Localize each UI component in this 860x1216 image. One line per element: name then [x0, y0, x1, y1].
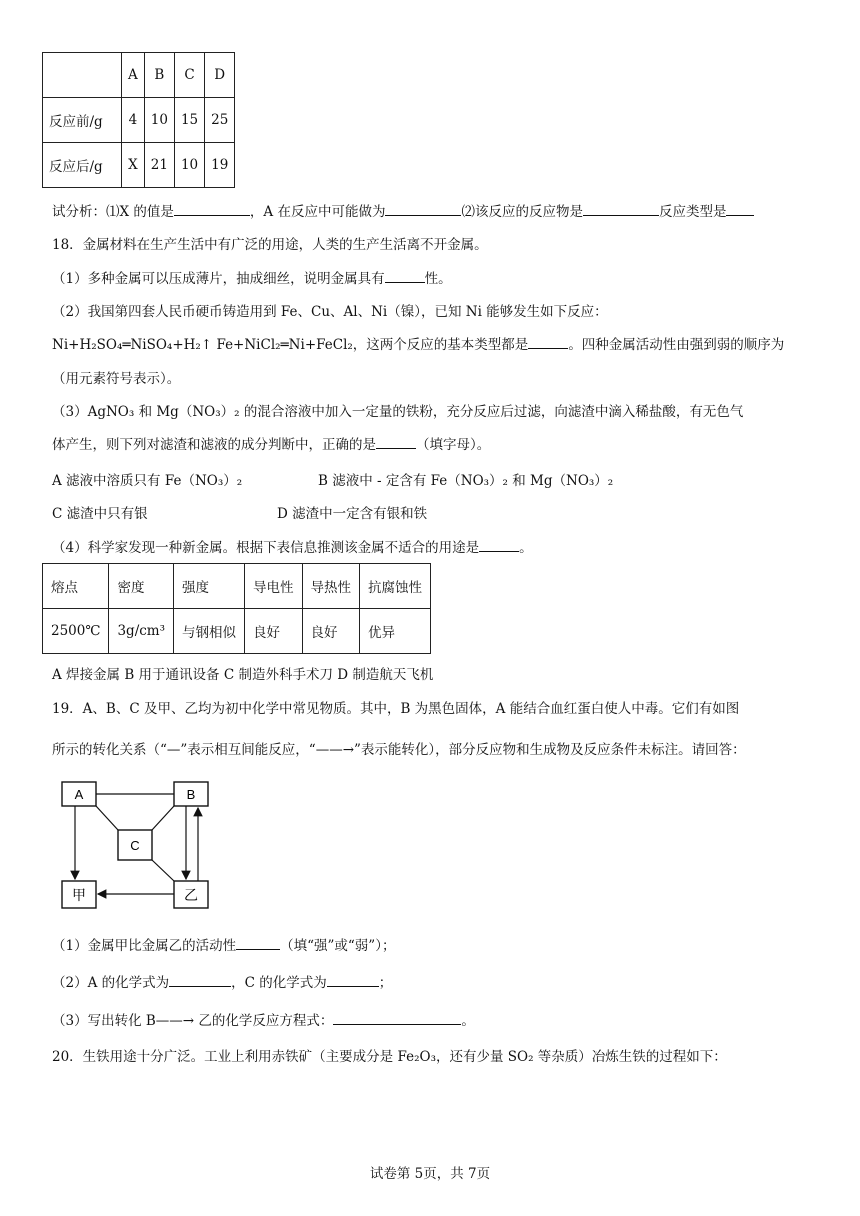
answer-blank[interactable] [376, 434, 416, 449]
answer-blank[interactable] [327, 972, 379, 987]
q18-part3-line1: （3）AgNO₃ 和 Mg（NO₃）₂ 的混合溶液中加入一定量的铁粉，充分反应后过滤，向滤渣中滴入稀盐酸，有无色气 [52, 404, 744, 420]
table-cell: 21 [144, 143, 174, 188]
q20-line1: 20．生铁用途十分广泛。工业上利用赤铁矿（主要成分是 Fe₂O₃，还有少量 SO₂ 等杂质）冶炼生铁的过程如下： [52, 1049, 727, 1065]
q18-choices: A 焊接金属 B 用于通讯设备 C 制造外科手术刀 D 制造航天飞机 [52, 667, 434, 683]
table-cell: 19 [205, 143, 235, 188]
q18-equation-tail: （用元素符号表示）。 [52, 371, 181, 387]
option-a: A 滤液中溶质只有 Fe（NO₃）₂ [52, 473, 243, 489]
table-cell: 4 [122, 98, 145, 143]
option-d: D 滤渣中一定含有银和铁 [277, 506, 428, 522]
answer-blank[interactable] [174, 201, 250, 216]
table-header-cell: 导电性 [245, 564, 303, 609]
analysis-line: 试分析：⑴X 的值是 ，A 在反应中可能做为 ⑵该反应的反应物是 反应类型是 [52, 200, 754, 220]
metal-properties-table [42, 563, 431, 654]
answer-blank[interactable] [169, 972, 231, 987]
table-header-cell: C [174, 53, 204, 98]
answer-blank[interactable] [333, 1010, 461, 1025]
q19-line2: 所示的转化关系（“—”表示相互间能反应，“——→”表示能转化），部分反应物和生成物及反应条件未标注。请回答： [52, 742, 746, 758]
table-cell: 良好 [245, 609, 303, 654]
link-c-yi [152, 860, 174, 881]
table-cell: X [122, 143, 145, 188]
table-header-cell [43, 53, 122, 98]
q18-intro: 18．金属材料在生产生活中有广泛的用途，人类的生产生活离不开金属。 [52, 237, 488, 253]
link-c-a [96, 806, 118, 830]
node-yi-label: 乙 [184, 888, 198, 904]
answer-blank[interactable] [236, 935, 280, 950]
table-cell: 与钢相似 [174, 609, 245, 654]
answer-blank[interactable] [726, 201, 754, 216]
table-cell: 10 [144, 98, 174, 143]
answer-blank[interactable] [479, 537, 519, 552]
q18-part4: （4）科学家发现一种新金属。根据下表信息推测该金属不适合的用途是 。 [52, 536, 533, 556]
table-cell: 反应后/g [43, 143, 122, 188]
option-c: C 滤渣中只有银 [52, 506, 148, 522]
option-b: B 滤液中 - 定含有 Fe（NO₃）₂ 和 Mg（NO₃）₂ [318, 473, 614, 489]
node-a-label: A [74, 787, 84, 802]
q19-line1: 19．A、B、C 及甲、乙均为初中化学中常见物质。其中，B 为黑色固体，A 能结合血红蛋白使人中毒。它们有如图 [52, 701, 740, 717]
table-header-cell: 熔点 [43, 564, 109, 609]
table-cell: 良好 [302, 609, 360, 654]
table-row [43, 143, 235, 188]
table-cell: 优异 [360, 609, 431, 654]
link-c-b [152, 806, 174, 830]
q19-answer3: （3）写出转化 B——→ 乙的化学反应方程式： 。 [52, 1009, 475, 1029]
answer-blank[interactable] [583, 201, 659, 216]
node-b-label: B [186, 787, 196, 802]
table-row [43, 98, 235, 143]
page-footer: 试卷第 5页，共 7页 [369, 1166, 491, 1182]
table-cell: 15 [174, 98, 204, 143]
node-jia-label: 甲 [72, 888, 86, 904]
table-cell: 3g/cm³ [109, 609, 174, 654]
table-header-cell: D [205, 53, 235, 98]
table-cell: 10 [174, 143, 204, 188]
q18-part1: （1）多种金属可以压成薄片，抽成细丝，说明金属具有 性。 [52, 267, 452, 287]
table-cell: 反应前/g [43, 98, 122, 143]
answer-blank[interactable] [528, 334, 568, 349]
table-header-cell: A [122, 53, 145, 98]
q18-part2: （2）我国第四套人民币硬币铸造用到 Fe、Cu、Al、Ni（镍），已知 Ni 能够发生如下反应： [52, 304, 608, 320]
node-c-label: C [130, 838, 140, 853]
q19-answer1: （1）金属甲比金属乙的活动性 （填“强”或“弱”）； [52, 934, 395, 954]
table-cell: 2500℃ [43, 609, 109, 654]
table-cell: 25 [205, 98, 235, 143]
table-header-cell: 强度 [174, 564, 245, 609]
q19-answer2: （2）A 的化学式为 ，C 的化学式为 ； [52, 971, 392, 991]
table-header-cell: 导热性 [302, 564, 360, 609]
q18-equation: Ni+H₂SO₄═NiSO₄+H₂↑ Fe+NiCl₂═Ni+FeCl₂，这两个反应的基本类型都是 。四种金属活动性由强到弱的顺序为 [52, 333, 784, 353]
table-header-cell: 密度 [109, 564, 174, 609]
q18-part3-line2: 体产生，则下列对滤渣和滤液的成分判断中，正确的是 （填字母）。 [52, 433, 490, 453]
reaction-mass-table [42, 52, 235, 188]
answer-blank[interactable] [385, 268, 425, 283]
conversion-diagram [58, 775, 228, 915]
table-header-cell: 抗腐蚀性 [360, 564, 431, 609]
answer-blank[interactable] [385, 201, 461, 216]
table-header-cell: B [144, 53, 174, 98]
table-row [43, 609, 431, 654]
